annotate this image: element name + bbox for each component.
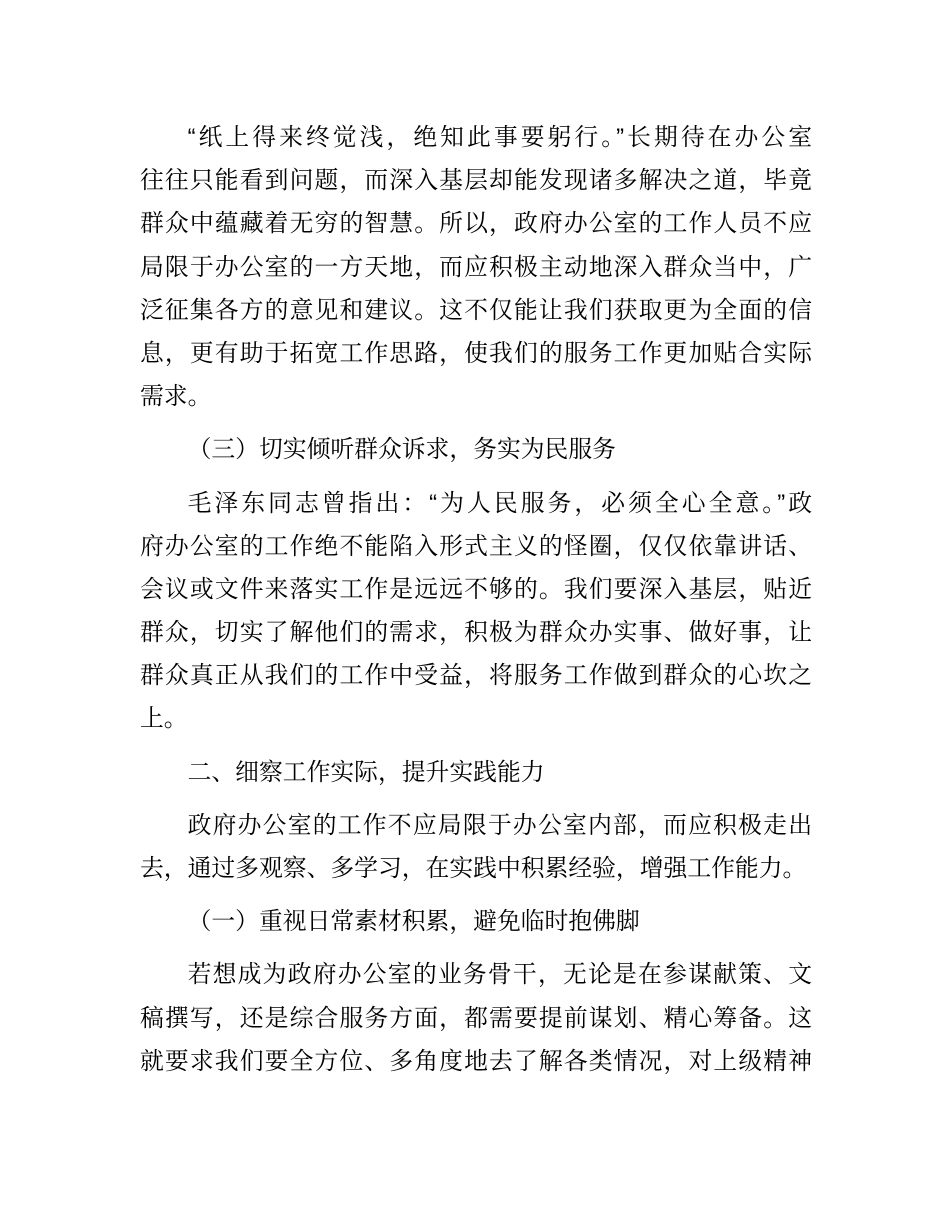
text-line: 群众，切实了解他们的需求，积极为群众办实事、做好事，让 xyxy=(140,619,812,647)
body-paragraph xyxy=(140,482,812,741)
body-paragraph xyxy=(140,804,812,890)
text-line: 泛征集各方的意见和建议。这不仅能让我们获取更为全面的信 xyxy=(140,296,812,324)
text-line: 息，更有助于拓宽工作思路，使我们的服务工作更加贴合实际 xyxy=(140,339,812,367)
text-line: 会议或文件来落实工作是远远不够的。我们要深入基层，贴近 xyxy=(140,575,812,603)
text-line: “纸上得来终觉浅，绝知此事要躬行。”长期待在办公室 xyxy=(187,124,812,151)
section-heading xyxy=(140,751,812,794)
text-line: 往往只能看到问题，而深入基层却能发现诸多解决之道，毕竟 xyxy=(140,167,812,195)
heading-line: 二、细察工作实际，提升实践能力 xyxy=(187,758,545,786)
text-line: 政府办公室的工作不应局限于办公室内部，而应积极走出 xyxy=(187,811,812,839)
text-line: 需求。 xyxy=(140,383,212,411)
text-line: 若想成为政府办公室的业务骨干，无论是在参谋献策、文 xyxy=(187,961,812,989)
text-line: 群众真正从我们的工作中受益，将服务工作做到群众的心坎之 xyxy=(140,662,812,690)
text-line: 就要求我们要全方位、多角度地去了解各类情况，对上级精神 xyxy=(140,1047,812,1075)
body-paragraph xyxy=(140,116,812,418)
body-paragraph xyxy=(140,953,812,1083)
text-line: 去，通过多观察、多学习，在实践中积累经验，增强工作能力。 xyxy=(140,855,807,882)
text-line: 上。 xyxy=(140,705,188,733)
text-line: 府办公室的工作绝不能陷入形式主义的怪圈，仅仅依靠讲话、 xyxy=(140,532,812,560)
heading-line: （三）切实倾听群众诉求，务实为民服务 xyxy=(187,436,616,464)
document-content xyxy=(140,116,812,1083)
text-line: 毛泽东同志曾指出：“为人民服务，必须全心全意。”政 xyxy=(187,489,812,517)
text-line: 群众中蕴藏着无穷的智慧。所以，政府办公室的工作人员不应 xyxy=(140,210,812,238)
text-line: 局限于办公室的一方天地，而应积极主动地深入群众当中，广 xyxy=(140,253,812,281)
section-heading xyxy=(140,428,812,471)
heading-line: （一）重视日常素材积累，避免临时抱佛脚 xyxy=(187,908,640,936)
text-line: 稿撰写，还是综合服务方面，都需要提前谋划、精心筹备。这 xyxy=(140,1004,812,1032)
section-heading xyxy=(140,900,812,943)
